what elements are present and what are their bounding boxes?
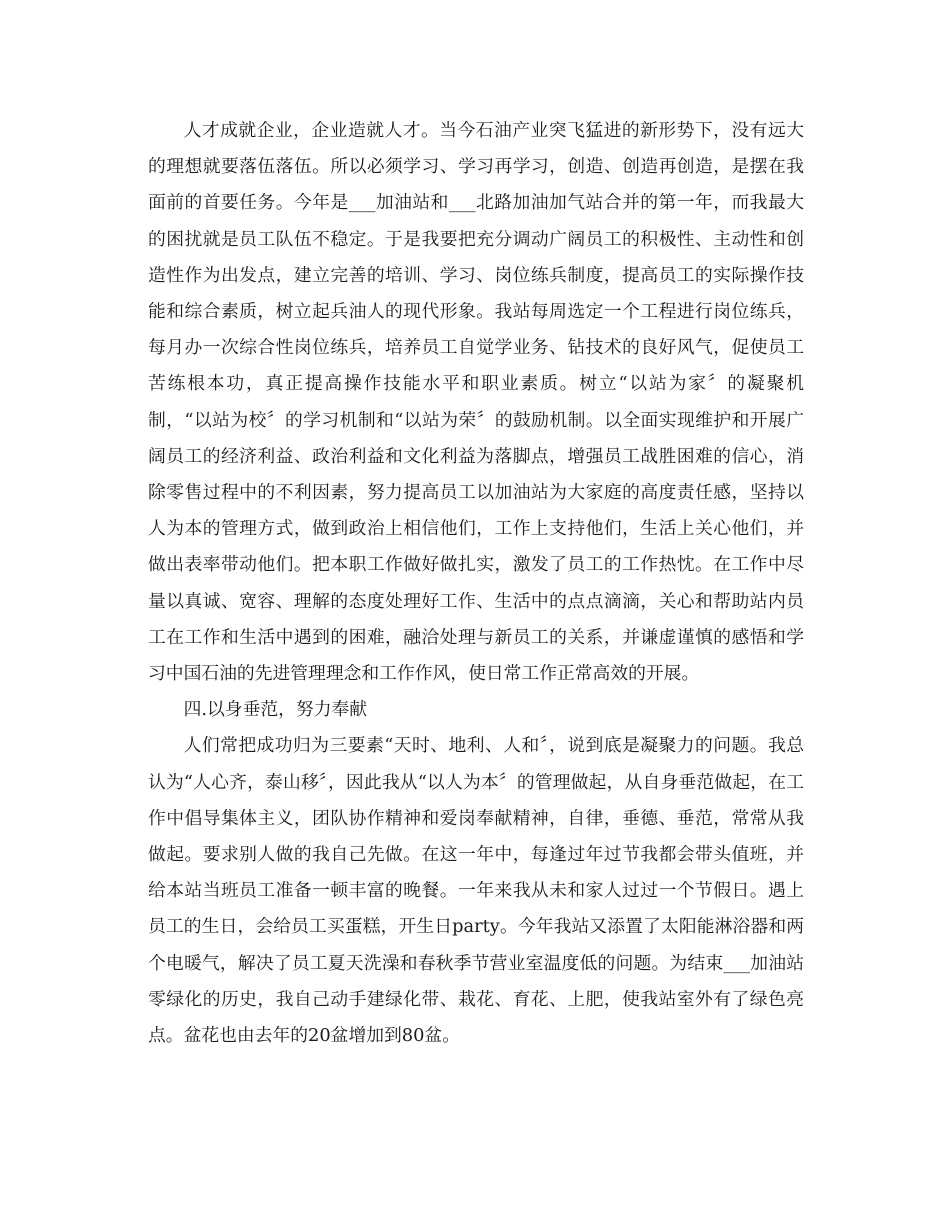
- body-paragraph: 人们常把成功归为三要素“天时、地利、人和〞，说到底是凝聚力的问题。我总认为“人心齐，泰山移〞，因此我从“以人为本〞的管理做起，从自身垂范做起，在工作中倡导集体主义，团队协作精神和爱岗奉献精神，自律，垂德、垂范，常常从我做起。要求别人做的我自己先做。在这一年中，每逢过年过节我都会带头值班，并给本站当班员工准备一顿丰富的晚餐。一年来我从未和家人过过一个节假日。遇上员工的生日，会给员工买蛋糕，开生日party。今年我站又添置了太阳能淋浴器和两个电暖气，解决了员工夏天洗澡和春秋季节营业室温度低的问题。为结束___加油站零绿化的历史，我自己动手建绿化带、栽花、育花、上肥，使我站室外有了绿色亮点。盆花也由去年的20盆增加到80盆。: [148, 735, 804, 1047]
- body-paragraph: 人才成就企业，企业造就人才。当今石油产业突飞猛进的新形势下，没有远大的理想就要落伍落伍。所以必须学习、学习再学习，创造、创造再创造，是摆在我面前的首要任务。今年是___加油站和___北路加油加气站合并的第一年，而我最大的困扰就是员工队伍不稳定。于是我要把充分调动广阔员工的积极性、主动性和创造性作为出发点，建立完善的培训、学习、岗位练兵制度，提高员工的实际操作技能和综合素质，树立起兵油人的现代形象。我站每周选定一个工程进行岗位练兵，每月办一次综合性岗位练兵，培养员工自觉学业务、钻技术的良好风气，促使员工苦练根本功，真正提高操作技能水平和职业素质。树立“以站为家〞的凝聚机制，“以站为校〞的学习机制和“以站为荣〞的鼓励机制。以全面实现维护和开展广阔员工的经济利益、政治利益和文化利益为落脚点，增强员工战胜困难的信心，消除零售过程中的不利因素，努力提高员工以加油站为大家庭的高度责任感，坚持以人为本的管理方式，做到政治上相信他们，工作上支持他们，生活上关心他们，并做出表率带动他们。把本职工作做好做扎实，激发了员工的工作热忱。在工作中尽量以真诚、宽容、理解的态度处理好工作、生活中的点点滴滴，关心和帮助站内员工在工作和生活中遇到的困难，融洽处理与新员工的关系，并谦虚谨慎的感悟和学习中国石油的先进管理理念和工作作风，使日常工作正常高效的开展。: [148, 120, 804, 685]
- section-heading: 四.以身垂范，努力奉献: [183, 699, 368, 721]
- document-page: [148, 113, 804, 1054]
